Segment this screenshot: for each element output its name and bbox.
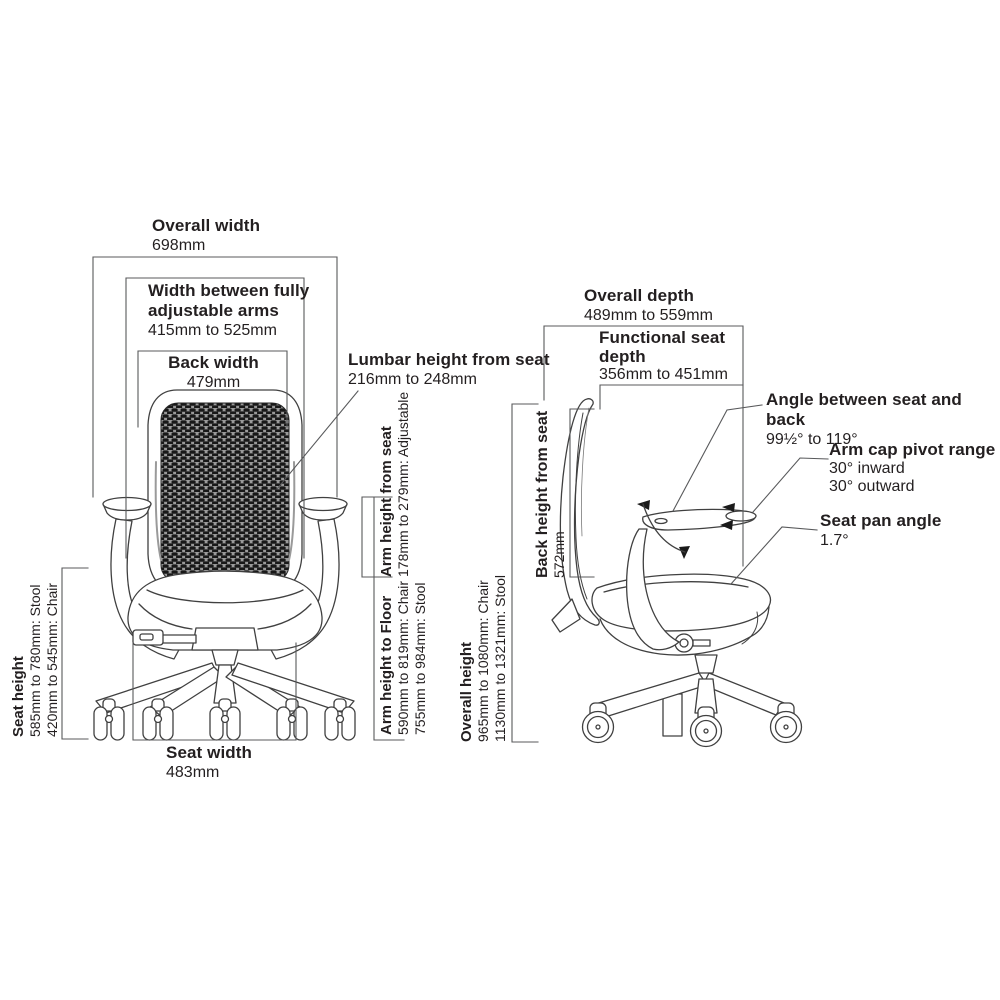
dim-label-back-width <box>140 353 287 392</box>
dim-value: 178mm to 279mm: Adjustable <box>395 391 411 577</box>
dim-label-seat-width <box>166 743 252 782</box>
dim-title: Lumbar height from seat <box>348 350 550 369</box>
dim-label-seat-height <box>10 582 61 737</box>
dim-label-seat-pan-angle <box>820 511 941 550</box>
dim-value: 420mm to 545mm: Chair <box>44 582 60 737</box>
dim-value: 356mm to 451mm <box>599 366 728 383</box>
dim-label-overall-depth <box>584 286 713 325</box>
dim-title: Angle between seat and back <box>766 390 962 429</box>
dim-value: 1130mm to 1321mm: Stool <box>492 574 508 742</box>
dim-label-lumbar-height <box>348 350 550 389</box>
dim-value: 965mm to 1080mm: Chair <box>475 580 491 742</box>
dim-title: Seat height <box>10 656 27 737</box>
dim-title: Functional seat depth <box>599 328 726 366</box>
dim-title: Back height from seat <box>534 410 551 578</box>
dim-label-arm-height-to-floor <box>378 580 429 735</box>
dim-value: 585mm to 780mm: Stool <box>27 584 43 737</box>
dim-value: 30° inward <box>829 460 905 477</box>
dim-title: Overall height <box>458 641 475 742</box>
dim-title: Overall width <box>152 216 261 235</box>
dim-value: 216mm to 248mm <box>348 371 477 388</box>
dim-title: Seat pan angle <box>820 511 942 530</box>
dim-value: 479mm <box>186 374 241 391</box>
dim-value: 483mm <box>166 764 220 781</box>
dim-label-back-height-from-seat <box>534 406 568 578</box>
dim-title: Back width <box>168 353 259 372</box>
dim-label-arm-height-from-seat <box>378 391 412 577</box>
dim-label-arm-cap-pivot <box>829 440 995 496</box>
dim-label-functional-seat-depth <box>599 328 751 384</box>
dim-value: 489mm to 559mm <box>584 307 713 324</box>
dim-value: 30° outward <box>829 478 915 495</box>
dim-label-width-between-arms <box>148 281 320 340</box>
dim-title: Arm cap pivot range <box>829 440 996 459</box>
dim-value: 1.7° <box>820 532 849 549</box>
dim-label-overall-height <box>458 574 509 742</box>
dim-value: 698mm <box>152 237 206 254</box>
dim-value: 590mm to 819mm: Chair <box>395 580 411 735</box>
dim-title: Arm height to Floor <box>378 595 395 735</box>
side-view-chair-drawing <box>552 399 802 747</box>
dim-title: Overall depth <box>584 286 694 305</box>
dim-title: Arm height from seat <box>378 426 395 577</box>
dim-label-overall-width <box>152 216 260 255</box>
dim-value: 99½° to 119° <box>766 431 858 448</box>
dim-title: Seat width <box>166 743 253 762</box>
dim-title: Width between fully adjustable arms <box>148 281 310 320</box>
dim-value: 415mm to 525mm <box>148 322 277 339</box>
dim-value: 572mm <box>551 531 567 578</box>
dim-value: 755mm to 984mm: Stool <box>412 582 428 735</box>
